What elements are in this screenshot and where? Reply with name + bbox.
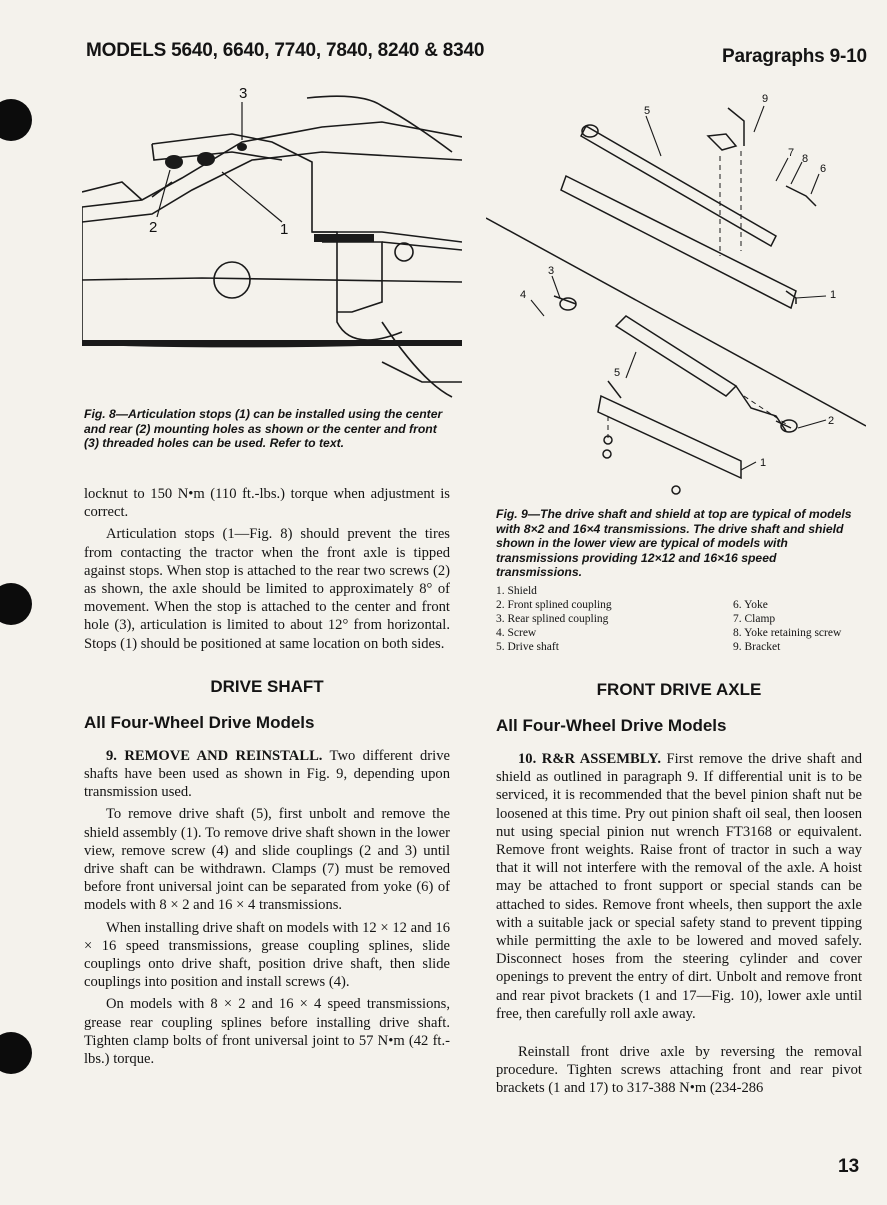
legend-item: 3. Rear splined coupling <box>496 613 609 625</box>
paragraph-9-text: Two different drive shafts have been used as shown in Fig. 9, depending upon transmission used. <box>84 747 450 801</box>
paragraph-10-lead: 10. R&R ASSEMBLY. <box>518 751 661 767</box>
section-title-front-drive-axle: FRONT DRIVE AXLE <box>596 680 762 699</box>
fig9-callout-7: 7 <box>788 147 795 159</box>
binder-hole-middle <box>0 583 32 625</box>
fig9-callout-2: 2 <box>828 415 835 427</box>
paragraph-9-lead: 9. REMOVE AND REINSTALL. <box>106 747 323 764</box>
legend-item: 7. Clamp <box>733 613 776 625</box>
fig9-callout-1-bottom: 1 <box>760 457 767 469</box>
fig9-callout-9: 9 <box>762 93 769 105</box>
paragraph-locknut: locknut to 150 N•m (110 ft.-lbs.) torque when adjustment is correct. <box>84 486 450 521</box>
legend-item: 4. Screw <box>496 627 537 639</box>
binder-hole-bottom <box>0 1032 32 1074</box>
legend-item: 8. Yoke retaining screw <box>733 627 842 639</box>
fig9-callout-5-bottom: 5 <box>614 367 621 379</box>
fig9-callout-8: 8 <box>802 153 809 165</box>
page-number: 13 <box>838 1156 860 1177</box>
fig8-callout-1: 1 <box>280 221 289 238</box>
legend-item: 9. Bracket <box>733 641 781 653</box>
running-header-title: MODELS 5640, 6640, 7740, 7840, 8240 & 8340 <box>86 40 485 61</box>
legend-item: 5. Drive shaft <box>496 641 559 653</box>
right-column <box>496 680 862 1098</box>
legend-item: 2. Front splined coupling <box>496 599 612 611</box>
subsection-title-right: All Four-Wheel Drive Models <box>496 716 727 735</box>
legend-item: 6. Yoke <box>733 599 768 611</box>
fig8-illustration <box>82 82 462 402</box>
paragraph-installing: When installing drive shaft on models with 12 × 12 and 16 × 16 speed transmissions, grease coupling splines, slide couplings onto drive shaft, position drive shaft, then slide couplings into position and install screws (4). <box>84 919 450 991</box>
subsection-title-left: All Four-Wheel Drive Models <box>84 712 315 732</box>
fig8-callout-3: 3 <box>239 85 248 102</box>
fig8-caption: Fig. 8—Articulation stops (1) can be installed using the center and rear (2) mounting holes as shown or the center and front (3) threaded holes can be used. Refer to text. <box>84 407 443 450</box>
paragraph-10-text: First remove the drive shaft and shield as outlined in paragraph 9. If differential unit is to be serviced, it is recommended that the bevel pinion shaft nut be loosened at this time. Pry out pinion shaft oil seal, then loosen nut using special pinion nut wrench FT3168 or equivalent. Remove front weights. Raise front of tractor in such a way that it will not interfere with the removal of the axle. A hoist may be attached to front support or special stands can be attached to sides. Remove front wheels, then support the axle with a suitable jack or special safety stand to prevent tipping while permitting the axle to be lowered and moved safely. Disconnect hoses from the steering cylinder and cover openings to prevent the entry of dirt. Unbolt and remove front and rear pivot brackets (1 and 17—Fig. 10), lower axle until free, then carefully roll axle away. <box>496 751 862 1022</box>
fig9-callout-4: 4 <box>520 289 527 301</box>
legend-item: 1. Shield <box>496 585 537 597</box>
fig9-legend-right <box>733 598 868 654</box>
paragraph-remove-drive-shaft: To remove drive shaft (5), first unbolt and remove the shield assembly (1). To remove drive shaft shown in the lower view, remove screw (4) and slide couplings (2 and 3) until drive shaft can be withdrawn. Clamps (7) must be removed before front universal joint can be separated from yoke (6) of models with 8 × 2 and 16 × 4 transmissions. <box>84 806 450 914</box>
fig8-callout-2: 2 <box>149 219 158 236</box>
paragraph-articulation: Articulation stops (1—Fig. 8) should prevent the tires from contacting the tractor when the front axle is tipped against stops. When stop is attached to the rear two screws (2) as shown, the axle should be limited to approximately 8° of movement. When the stop is attached to the center and front hole (3), articulation is limited to about 12° from horizontal. Stops (1) should be positioned at same location on both sides. <box>84 526 450 652</box>
section-title-drive-shaft: DRIVE SHAFT <box>210 676 324 696</box>
fig9-callout-6: 6 <box>820 163 827 175</box>
fig9-caption: Fig. 9—The drive shaft and shield at top are typical of models with 8×2 and 16×4 transmissions. The drive shaft and shield shown in the lower view are typical of models with transmissions providing 12×12 and 16×16 speed transmissions. <box>496 507 852 579</box>
fig9-illustration <box>486 86 866 506</box>
paragraph-10-rr-assembly <box>496 750 862 1023</box>
fig9-callout-1-top: 1 <box>830 289 837 301</box>
fig9-legend-left <box>496 584 736 654</box>
running-header-paragraphs: Paragraphs 9-10 <box>722 46 867 67</box>
paragraph-models-8x2: On models with 8 × 2 and 16 × 4 speed transmissions, grease rear coupling splines before installing drive shaft. Tighten clamp bolts of front universal joint to 57 N•m (42 ft.-lbs.) torque. <box>84 996 450 1068</box>
left-column <box>84 485 450 1068</box>
binder-hole-top <box>0 99 32 141</box>
fig9-callout-5-top: 5 <box>644 105 651 117</box>
paragraph-9-remove <box>84 747 450 802</box>
paragraph-reinstall: Reinstall front drive axle by reversing the removal procedure. Tighten screws attaching front and rear pivot brackets (1 and 17) to 317-388 N•m (234-286 <box>496 1044 862 1097</box>
fig9-callout-3: 3 <box>548 265 555 277</box>
